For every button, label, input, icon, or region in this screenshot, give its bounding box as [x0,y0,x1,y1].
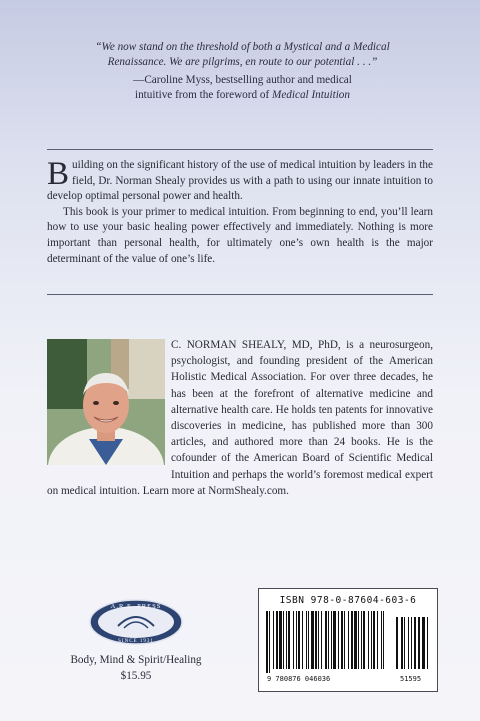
price-bar [422,617,425,669]
barcode-bar [308,611,309,669]
shelving-info [24,652,248,684]
barcode-bar [288,611,290,669]
barcode-bar [315,611,317,669]
barcode-bar [321,611,322,669]
barcode-bar [361,611,362,669]
description-paragraph-1-text: uilding on the significant history of the use of medical intuition by leaders in the field, Dr. Norman Shealy provides us with a path to using our innate intuition to develop optimal personal power and health. [47,159,433,203]
barcode-bar [348,611,349,669]
price-bar [427,617,428,669]
barcode-bar [318,611,319,669]
barcode-bar [302,611,303,669]
barcode-bar [269,611,270,673]
publisher-logo [88,598,184,646]
barcode-bars [266,611,430,673]
isbn-barcode [258,588,438,692]
attribution-line-1: —Caroline Myss, bestselling author and medical [133,74,352,86]
author-bio-text: C. NORMAN SHEALY, MD, PhD, is a neurosurgeon, psychologist, and founding president of the American Holistic Medical Association. For over three decades, he has been at the forefront of alternative medicine and alternative health care. He holds ten patents for innovative discoveries in medicine, has published more than 300 articles, and authored more than 24 books. He is the cofounder of the American Board of Scientific Medical Intuition and perhaps the world’s foremost medical expert on medical intuition. Learn more at NormShealy.com. [47,339,433,497]
barcode-bar [341,611,343,669]
price-bar [408,617,409,669]
barcode-bar [333,611,336,669]
barcode-digits: 9 780876 046036 [267,675,331,683]
barcode-bar [383,611,384,669]
publisher-name: A.R.E. PRESS [110,603,162,610]
barcode-bar [368,611,369,669]
foreword-book-title: Medical Intuition [272,89,350,101]
publisher-since: SINCE 1931 [118,639,154,644]
barcode-bar [371,611,372,669]
are-press-emblem [88,598,184,646]
barcode-bar [296,611,297,669]
barcode-bar [358,611,359,669]
barcode-bar [286,611,287,669]
barcode-bar [354,611,357,669]
barcode-bar [381,611,382,669]
barcode-bar [283,611,284,669]
drop-cap: B [47,156,70,192]
barcode-bar [351,611,353,669]
barcode-bar [298,611,300,669]
category-label: Body, Mind & Spirit/Healing [70,654,202,666]
price-bar [401,617,403,669]
description-paragraph-2: This book is your primer to medical intuition. From beginning to end, you’ll learn how to use your basic healing power effectively and immediately. Nothing is more important than personal health, for ultimately one’s own health is the major determinant of the value of one’s life. [47,205,433,265]
barcode-bar [311,611,314,669]
barcode-bar [266,611,268,673]
barcode-bar [328,611,329,669]
quote-attribution [70,73,415,103]
price-bar [411,617,412,669]
barcode-bar [344,611,345,669]
author-bio [47,337,433,499]
barcode-bar [363,611,365,669]
price-bar [418,617,420,669]
barcode-bar [373,611,375,669]
description-paragraph-1 [47,158,433,205]
isbn-text: ISBN 978-0-87604-603-6 [279,595,417,606]
barcode-bar [273,611,274,669]
barcode-bar [279,611,282,669]
price-bar [414,617,416,669]
barcode-bar [293,611,294,669]
attribution-line-2: intuitive from the foreword of [134,89,272,101]
barcode-bar [338,611,339,669]
top-divider [47,149,433,150]
barcode-bar [331,611,332,669]
quote-text: “We now stand on the threshold of both a Mystical and a Medical Renaissance. We are pilgrims, en route to our potential . . .” [95,41,390,68]
barcode-bar [325,611,327,669]
endorsement-quote [70,40,415,103]
book-description [47,158,433,267]
price-bar [396,617,398,669]
barcode-bar [276,611,278,669]
barcode-price-digits: 51595 [400,675,422,683]
barcode-bar [306,611,307,669]
price-bar [404,617,405,669]
barcode-bar [377,611,378,669]
bottom-divider [47,294,433,295]
price-label: $15.95 [120,670,152,682]
